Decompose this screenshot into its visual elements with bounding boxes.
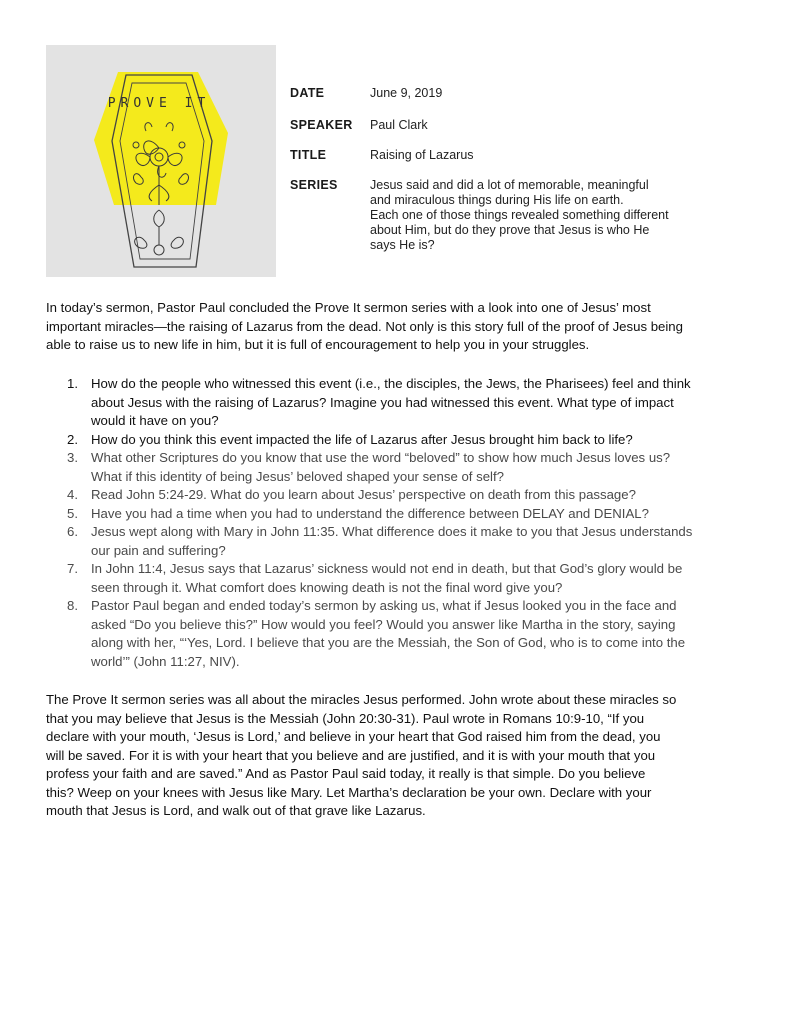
closing-line: The Prove It sermon series was all about the miracles Jesus performed. John wrote about these miracles so [46,692,677,707]
series-label: SERIES [290,178,338,192]
series-description [370,178,755,253]
series-line: Each one of those things revealed something different [370,208,669,222]
question-line: Jesus wept along with Mary in John 11:35. What difference does it make to you that Jesus understands [91,524,693,539]
closing-line: that you may believe that Jesus is the Messiah (John 20:30-31). Paul wrote in Romans 10:9-10, “If you [46,710,645,726]
question-line: our pain and suffering? [91,542,226,558]
title-label: TITLE [290,148,327,162]
question-item [67,375,747,431]
question-item [67,560,747,597]
question-number: 2. [67,431,78,447]
question-line: along with her, “‘Yes, Lord. I believe that you are the Messiah, the Son of God, who is to come into the [91,635,686,650]
question-number: 5. [67,505,78,521]
question-number: 6. [67,524,78,539]
closing-line: this? Weep on your knees with Jesus like Mary. Let Martha’s declaration be your own. Declare with your [46,784,652,800]
speaker-label: SPEAKER [290,118,353,132]
series-line: Jesus said and did a lot of memorable, meaningful [370,178,649,192]
question-item [67,523,747,560]
question-number: 8. [67,598,78,613]
coffin-illustration [46,45,276,277]
question-line: In John 11:4, Jesus says that Lazarus’ sickness would not end in death, but that God’s glory would be [91,561,683,576]
question-line: about Jesus with the raising of Lazarus? Imagine you had witnessed this event. What type of impact [91,394,674,410]
intro-paragraph [46,299,751,355]
question-line: Read John 5:24-29. What do you learn about Jesus’ perspective on death from this passage? [91,487,636,502]
question-line: asked “Do you believe this?” How would you feel? Would you answer like Martha in the story, saying [91,616,676,632]
question-line: Pastor Paul began and ended today’s sermon by asking us, what if Jesus looked you in the face and [91,598,677,613]
question-item [67,486,747,505]
question-line: world’” (John 11:27, NIV). [91,653,240,669]
question-number: 3. [67,450,78,465]
discussion-questions [67,375,747,671]
series-line: about Him, but do they prove that Jesus is who He [370,223,650,237]
question-number: 1. [67,376,78,391]
question-item [67,505,747,524]
intro-line: able to raise us to new life in him, but it is full of encouragement to help you in your struggles. [46,337,590,352]
series-artwork [46,45,276,277]
speaker-value: Paul Clark [370,118,428,132]
question-line: seen through it. What comfort does knowing death is not the final word give you? [91,579,563,595]
question-item [67,597,747,671]
question-line: Have you had a time when you had to understand the difference between DELAY and DENIAL? [91,505,649,521]
intro-line: important miracles—the raising of Lazarus from the dead. Not only is this story full of the proof of Jesus being [46,318,683,334]
question-line: How do you think this event impacted the life of Lazarus after Jesus brought him back to life? [91,431,633,447]
date-value: June 9, 2019 [370,86,443,100]
question-item [67,449,747,486]
yellow-hexagon-shape [94,72,228,205]
question-line: would it have on you? [91,413,219,428]
closing-line: mouth that Jesus is Lord, and walk out of that grave like Lazarus. [46,803,426,818]
intro-line: In today’s sermon, Pastor Paul concluded the Prove It sermon series with a look into one of Jesus’ most [46,300,651,315]
series-line: says He is? [370,238,435,252]
question-number: 4. [67,487,78,502]
closing-line: declare with your mouth, ‘Jesus is Lord,’ and believe in your heart that God raised him from the dead, you [46,729,661,744]
title-value: Raising of Lazarus [370,148,474,162]
series-line: and miraculous things during His life on earth. [370,193,624,207]
question-line: What if this identity of being Jesus’ beloved shaped your sense of self? [91,468,504,484]
closing-line: profess your faith and are saved.” And as Pastor Paul said today, it really is that simple. Do you believe [46,766,646,781]
question-line: How do the people who witnessed this event (i.e., the disciples, the Jews, the Pharisees) feel and think [91,376,691,391]
closing-paragraph [46,691,751,821]
question-number: 7. [67,561,78,576]
date-label: DATE [290,86,325,100]
question-item [67,431,747,450]
question-line: What other Scriptures do you know that use the word “beloved” to show how much Jesus loves us? [91,450,671,465]
closing-line: will be saved. For it is with your heart that you believe and are justified, and it is with your mouth that you [46,747,656,763]
logo-text: PROVE IT [107,96,211,111]
